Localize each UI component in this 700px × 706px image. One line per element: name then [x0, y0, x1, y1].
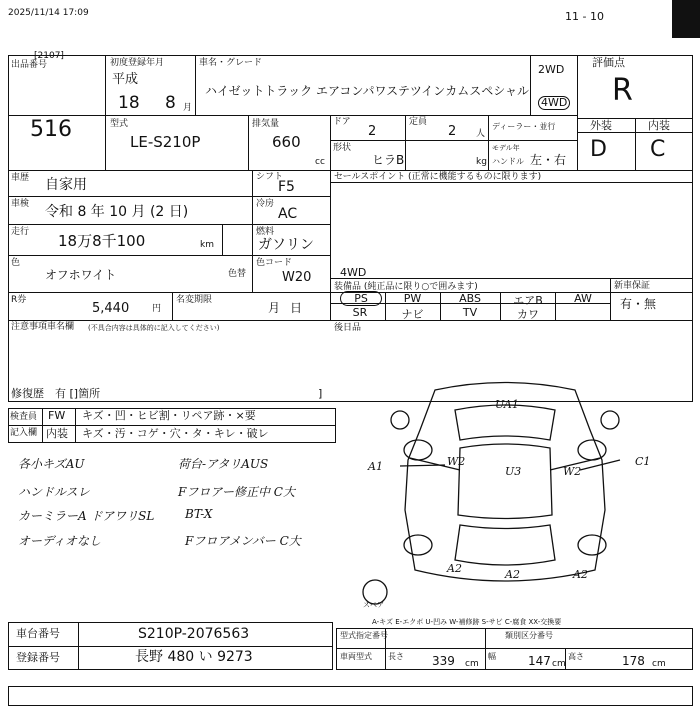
new-warranty-label: 新車保証: [614, 281, 651, 291]
selling-points-label: セールスポイント (正常に機能するものに限ります): [334, 172, 542, 182]
length-label: 長さ: [388, 652, 404, 661]
recycle-value: 5,440: [92, 301, 130, 316]
wheel-front-left: [404, 440, 432, 460]
fuel-label: 燃料: [256, 227, 275, 237]
mark-w2-right: W2: [563, 465, 582, 478]
equip-sr: SR: [352, 306, 368, 319]
chassis-label: 車台番号: [16, 627, 60, 640]
grade-label: 評価点: [592, 56, 625, 69]
lot-label: 出品番号: [11, 60, 48, 70]
registration-year: 18: [118, 93, 140, 113]
plate-label: 登録番号: [16, 651, 60, 664]
fuel: ガソリン: [258, 237, 314, 253]
corner-block: [672, 0, 700, 38]
color-label: 色: [11, 258, 21, 268]
grade-ext-label: 外装: [590, 119, 612, 132]
height-unit: cm: [652, 659, 666, 669]
color-change-label: 色替: [228, 269, 247, 279]
vehicle-type-ref-label: 車両型式: [340, 652, 372, 661]
repair-label: 修復歴: [11, 387, 44, 400]
handle-label: ハンドル: [492, 157, 524, 166]
equipment-label: 装備品 (純正品に限り○で囲みます): [334, 282, 478, 292]
equip-tv: TV: [462, 306, 478, 319]
inspector-label-1: 検査員: [10, 412, 38, 422]
length-value: 339: [432, 654, 455, 668]
handwritten-right-4: Fフロアメンバー C大: [185, 534, 301, 548]
mark-a2-mid: A2: [505, 568, 520, 581]
recycle-unit: 円: [152, 304, 162, 314]
color-code-label: 色コード: [256, 258, 293, 268]
doors: 2: [368, 124, 377, 139]
bottom-partial-frame: [8, 686, 693, 706]
history-label: 車歴: [11, 173, 30, 183]
history: 自家用: [45, 177, 87, 193]
mirror-left: [391, 411, 409, 429]
grade-value: R: [612, 73, 633, 108]
damage-legend: A-キズ E-エクボ U-凹み W-補修跡 S-サビ C-腐食 XX-交換要: [372, 618, 562, 626]
aircon-label: 冷房: [256, 199, 275, 209]
plate-number: 長野 480 い 9273: [135, 649, 253, 665]
page-mark: 11 - 10: [565, 10, 604, 23]
shift-label: シフト: [256, 172, 284, 182]
handwritten-left-4: オーディオなし: [18, 534, 102, 548]
drive-2wd: 2WD: [538, 63, 565, 76]
mileage: 18万8千100: [58, 232, 146, 250]
registration-era: 平成: [112, 72, 139, 87]
mileage-label: 走行: [11, 227, 30, 237]
inspection-label: 車検: [11, 199, 30, 209]
equip-ps: PS: [340, 291, 382, 306]
handwritten-right-2: Fフロアー修正中 C大: [178, 485, 295, 499]
notes-label: 注意事項車名欄: [11, 322, 75, 332]
recycle-label: R券: [11, 295, 27, 305]
displacement-label: 排気量: [252, 119, 280, 129]
mark-u3: U3: [505, 465, 522, 478]
mark-a2-left: A2: [447, 562, 462, 575]
handwritten-left-3: カーミラーA ドアワリSL: [18, 509, 155, 523]
handwritten-left-1: 各小キズAU: [18, 457, 85, 471]
height-label: 高さ: [568, 652, 584, 661]
equip-leather: カワ: [517, 308, 539, 321]
width-value: 147: [528, 654, 551, 668]
inspector-row1-head: FW: [48, 409, 66, 422]
registration-month: 8: [165, 93, 176, 113]
vehicle-type: LE-S210P: [130, 133, 201, 151]
vehicle-name: ハイゼットトラック エアコンパワステツインカムスペシャル: [205, 84, 529, 98]
dealer-label: ディーラー・並行: [492, 122, 556, 131]
mark-a1: A1: [368, 460, 383, 473]
handwritten-right-1: 荷台-アタリAUS: [178, 457, 269, 471]
mark-c1: C1: [635, 455, 651, 468]
spare-label: スペア: [363, 601, 384, 609]
inspector-row2-head: 内装: [46, 427, 68, 440]
notice-label: 名変期限: [176, 295, 213, 305]
inspector-row2: キズ・汚・コゲ・穴・タ・キレ・破レ: [82, 427, 269, 440]
equip-pw: PW: [403, 292, 422, 305]
wheel-front-right: [578, 440, 606, 460]
load-unit: kg: [476, 157, 487, 167]
notes-sublabel: (不具合内容は具体的に記入してください): [88, 324, 220, 332]
wheel-rear-left: [404, 535, 432, 555]
handwritten-right-3: BT-X: [185, 507, 213, 521]
lot-code: [2107]: [34, 51, 64, 61]
car-body-outline: [405, 383, 605, 582]
selling-points: 4WD: [340, 266, 367, 279]
registration-month-unit: 月: [183, 103, 193, 113]
aftermarket-label: 後日品: [334, 323, 362, 333]
capacity-label: 定員: [409, 117, 428, 127]
mark-a2-right: A2: [573, 568, 588, 581]
grade-ext: D: [590, 137, 607, 162]
model-year-label: モデル年: [492, 144, 520, 152]
shape: ヒラB: [372, 153, 405, 167]
equip-navi: ナビ: [401, 308, 424, 321]
mirror-right: [601, 411, 619, 429]
doors-label: ドア: [333, 117, 351, 127]
equip-abs: ABS: [459, 292, 481, 305]
displacement: 660: [272, 133, 301, 151]
grade-int-label: 内装: [648, 119, 670, 132]
repair-bracket: ]: [318, 387, 323, 400]
width-unit: cm: [552, 659, 566, 669]
timestamp: 2025/11/14 17:09: [8, 8, 89, 18]
mileage-unit: km: [200, 240, 214, 250]
inspector-label-2: 記入欄: [10, 428, 38, 438]
mark-w2-left: W2: [447, 455, 466, 468]
rear-window: [455, 525, 555, 565]
equip-aw: AW: [574, 292, 592, 305]
vehicle-name-label: 車名・グレード: [199, 58, 263, 68]
wheel-rear-right: [578, 535, 606, 555]
color-code: W20: [282, 270, 312, 285]
repair-value: 有 []箇所: [55, 387, 101, 400]
shape-label: 形状: [333, 143, 352, 153]
registration-label: 初度登録年月: [110, 58, 165, 68]
handwritten-left-2: ハンドルスレ: [18, 485, 90, 499]
new-warranty: 有・無: [620, 297, 657, 311]
drive-4wd: 4WD: [538, 96, 570, 110]
cabin-roof: [458, 444, 552, 519]
capacity-unit: 人: [476, 129, 486, 139]
mark-ua1: UA1: [495, 398, 519, 411]
type-label: 型式: [110, 119, 129, 129]
shift: F5: [278, 179, 295, 195]
displacement-unit: cc: [315, 157, 325, 167]
grade-int: C: [650, 137, 666, 162]
designation-label: 型式指定番号: [340, 631, 388, 640]
equip-airbag: エアB: [513, 294, 543, 307]
main-frame: [8, 55, 693, 402]
notice-unit: 月日: [268, 301, 313, 315]
height-value: 178: [622, 654, 645, 668]
length-unit: cm: [465, 659, 479, 669]
chassis-number: S210P-2076563: [138, 626, 250, 642]
width-label: 幅: [488, 652, 496, 661]
inspection: 令和 8 年 10 月 (2 日): [45, 204, 189, 220]
lot-number: 516: [30, 117, 72, 142]
inspector-row1: キズ・凹・ヒビ割・リペア跡・×要: [82, 409, 256, 422]
color: オフホワイト: [45, 268, 117, 282]
class-label: 類別区分番号: [505, 631, 553, 640]
capacity: 2: [448, 124, 457, 139]
handle: 左・右: [530, 153, 567, 167]
aircon: AC: [278, 206, 298, 222]
